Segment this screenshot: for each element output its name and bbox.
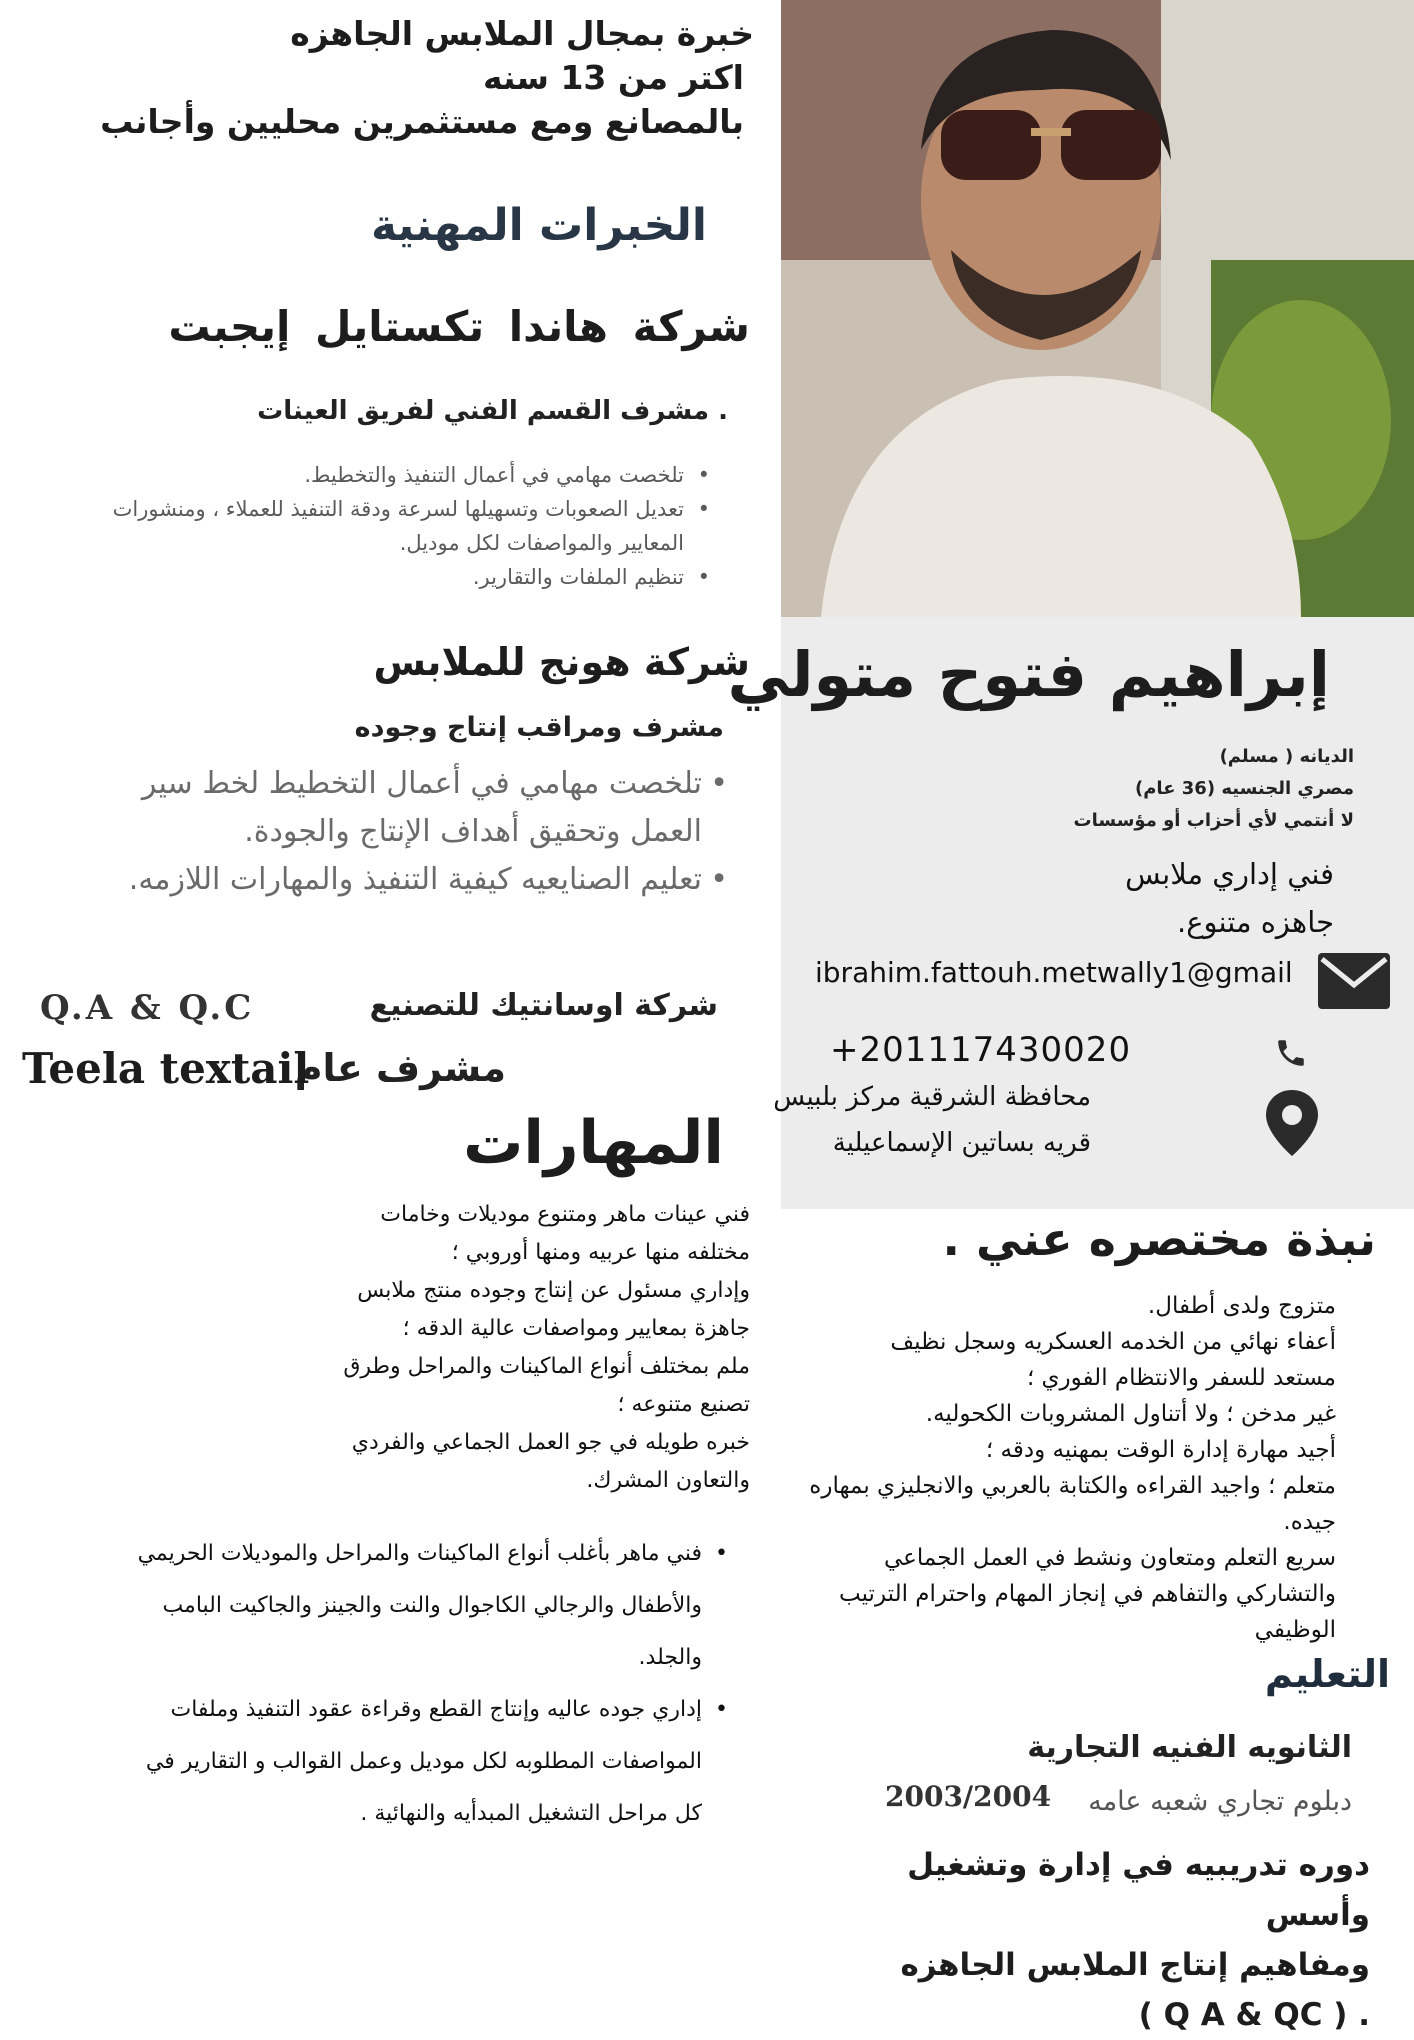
list-item: • تلخصت مهامي في أعمال التخطيط لخط سير العمل وتحقيق أهداف الإنتاج والجودة. [88,760,728,856]
about-line: جيده. [1283,1509,1336,1535]
experience-title: الخبرات المهنية [370,200,707,251]
about-title: نبذة مختصره عني . [942,1212,1376,1266]
about-line: أعفاء نهائي من الخدمه العسكريه وسجل نظيف [890,1329,1336,1355]
about-line: متزوج ولدى أطفال. [1147,1293,1336,1319]
experience-intro-line: خبرة بمجال الملابس الجاهزه [290,14,754,53]
training-course [850,1840,1370,2040]
affiliation: لا أنتمي لأي أحزاب أو مؤسسات [1073,810,1354,831]
list-item: • تلخصت مهامي في أعمال التنفيذ والتخطيط. [50,458,710,492]
email-address[interactable]: ibrahim.fattouh.metwally1@gmail [815,956,1293,989]
about-line: سريع التعلم ومتعاون ونشط في العمل الجماعي [884,1545,1336,1571]
about-text [776,1288,1336,1648]
skills-line: جاهزة بمعايير ومواصفات عالية الدقه ؛ [402,1316,750,1341]
list-item: • تنظيم الملفات والتقارير. [50,560,710,594]
skills-line: تصنيع متنوعه ؛ [617,1392,750,1417]
list-item: • تعليم الصنايعيه كيفية التنفيذ والمهارات اللازمه. [88,856,728,904]
education-diploma: دبلوم تجاري شعبه عامه [1088,1786,1352,1817]
list-item: • تعديل الصعوبات وتسهيلها لسرعة ودقة التنفيذ للعملاء ، ومنشورات المعايير والمواصفات لكل موديل. [50,492,710,560]
skills-title: المهارات [463,1108,724,1178]
skills-line: وإداري مسئول عن إنتاج وجوده منتج ملابس [357,1278,750,1303]
education-school: الثانويه الفنيه التجارية [1027,1730,1352,1765]
company-name-osantek: شركة اوسانتيك للتصنيع [369,988,718,1023]
job-role-line1: فني إداري ملابس [1125,857,1334,891]
experience-intro-line: بالمصانع ومع مستثمرين محليين وأجانب [100,102,744,141]
training-course-line: دوره تدريبيه في إدارة وتشغيل وأسس [907,1847,1370,1933]
about-line: والتشاركي والتفاهم في إنجاز المهام واحترام الترتيب الوظيفي [839,1581,1336,1643]
full-name: إبراهيم فتوح متولي [727,638,1330,711]
skills-text [310,1196,750,1500]
religion: الديانه ( مسلم) [1219,746,1354,767]
job-role-line2: جاهزه متنوع. [1176,905,1334,939]
company-name-teela: Teela textail [22,1044,310,1093]
skills-line: ملم بمختلف أنواع الماكينات والمراحل وطرق [343,1354,750,1379]
task-list-handa [50,458,710,594]
about-line: أجيد مهارة إدارة الوقت بمهنيه ودقه ؛ [985,1437,1336,1463]
address-line2: قريه بساتين الإسماعيلية [832,1128,1091,1158]
about-line: مستعد للسفر والانتظام الفوري ؛ [1026,1365,1336,1391]
list-item: • فني ماهر بأغلب أنواع الماكينات والمراحل والموديلات الحريمي والأطفال والرجالي الكاجوال والنت والجينز والجاكيت البامب والجلد. [128,1528,728,1684]
location-pin-icon [1266,1090,1318,1156]
education-year: 2003/2004 [885,1780,1052,1813]
nationality: مصري الجنسيه (36 عام) [1135,778,1354,799]
experience-intro-line: اكتر من 13 سنه [483,58,744,97]
profile-photo [781,0,1414,617]
job-title-handa: . مشرف القسم الفني لفريق العينات [257,396,728,426]
company-name-hong: شركة هونج للملابس [373,640,750,684]
training-course-line: ومفاهيم إنتاج الملابس الجاهزه [900,1947,1370,1983]
envelope-icon [1318,953,1390,1009]
about-line: غير مدخن ؛ ولا أتناول المشروبات الكحوليه. [925,1401,1336,1427]
training-course-line: . ( Q A & QC ) [1138,1997,1370,2033]
skills-line: خبره طويله في جو العمل الجماعي والفردي [351,1430,750,1455]
qa-qc-label: Q.A & Q.C [40,988,255,1028]
education-title: التعليم [1264,1652,1390,1696]
phone-number[interactable]: +201117430020 [830,1030,1132,1070]
task-list-hong [88,760,728,904]
skills-line: والتعاون المشرك. [586,1468,750,1493]
address-line1: محافظة الشرقية مركز بلبيس [773,1082,1091,1112]
experience-intro [34,12,754,144]
skills-line: فني عينات ماهر ومتنوع موديلات وخامات [380,1202,750,1227]
job-title-hong: مشرف ومراقب إنتاج وجوده [354,712,724,743]
skills-bullet-list [128,1528,728,1840]
company-name-handa: شركة هاندا تكستايل إيجبت [168,302,750,351]
phone-icon [1274,1036,1308,1070]
about-line: متعلم ؛ واجيد القراءه والكتابة بالعربي والانجليزي بمهاره [809,1473,1336,1499]
job-title-general-supervisor: مشرف عام [294,1046,506,1090]
skills-line: مختلفه منها عربيه ومنها أوروبي ؛ [451,1240,750,1265]
list-item: • إداري جوده عاليه وإنتاج القطع وقراءة عقود التنفيذ وملفات المواصفات المطلوبه لكل موديل وعمل القوالب و التقارير في كل مراحل التشغيل المبدأيه والنهائية . [128,1684,728,1840]
